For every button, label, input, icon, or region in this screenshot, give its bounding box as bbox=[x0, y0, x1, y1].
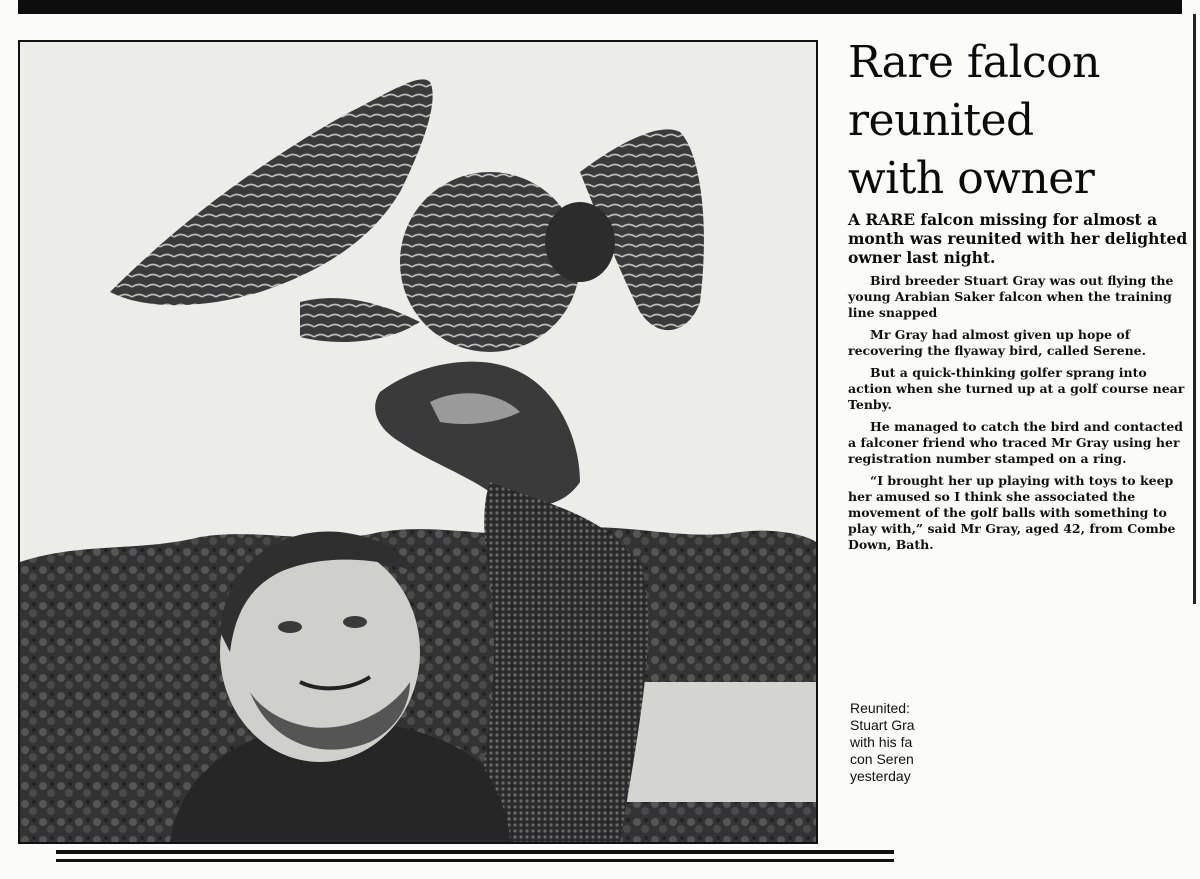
article-body bbox=[848, 210, 1188, 553]
article-paragraph: He managed to catch the bird and contacted a falconer friend who traced Mr Gray using her registration number stamped on a ring. bbox=[848, 419, 1184, 466]
caption-line: Reunited: bbox=[850, 700, 910, 716]
article-paragraph: But a quick-thinking golfer sprang into action when she turned up at a golf course near Tenby. bbox=[848, 365, 1185, 412]
article-lead: A RARE falcon missing for almost a month was reunited with her delighted owner last night. bbox=[848, 210, 1188, 267]
caption-line: with his fa bbox=[850, 734, 913, 750]
caption-line: yesterday bbox=[850, 768, 911, 784]
news-photo bbox=[18, 40, 818, 844]
article-paragraph: “I brought her up playing with toys to keep her amused so I think she associated the movement of the golf balls with something to play with,” said Mr Gray, aged 42, from Combe Down, Bath. bbox=[848, 473, 1176, 552]
falcon-head bbox=[545, 202, 615, 282]
headline bbox=[848, 34, 1188, 208]
caption-line: Stuart Gra bbox=[850, 717, 915, 733]
headline-line: with owner bbox=[848, 153, 1095, 204]
article-paragraph: Bird breeder Stuart Gray was out flying the young Arabian Saker falcon when the training line snapped bbox=[848, 273, 1174, 320]
article-paragraph: Mr Gray had almost given up hope of recovering the flyaway bird, called Serene. bbox=[848, 327, 1146, 358]
bottom-rule bbox=[56, 850, 894, 854]
caption-line: con Seren bbox=[850, 751, 914, 767]
man-eye-left bbox=[278, 621, 302, 633]
field bbox=[620, 682, 816, 802]
top-rule bbox=[18, 0, 1182, 14]
headline-line: reunited bbox=[848, 95, 1034, 146]
headline-line: Rare falcon bbox=[848, 37, 1100, 88]
man-eye-right bbox=[343, 616, 367, 628]
photo-caption bbox=[850, 700, 940, 785]
bottom-rule bbox=[56, 859, 894, 862]
right-column-rule bbox=[1193, 14, 1196, 604]
